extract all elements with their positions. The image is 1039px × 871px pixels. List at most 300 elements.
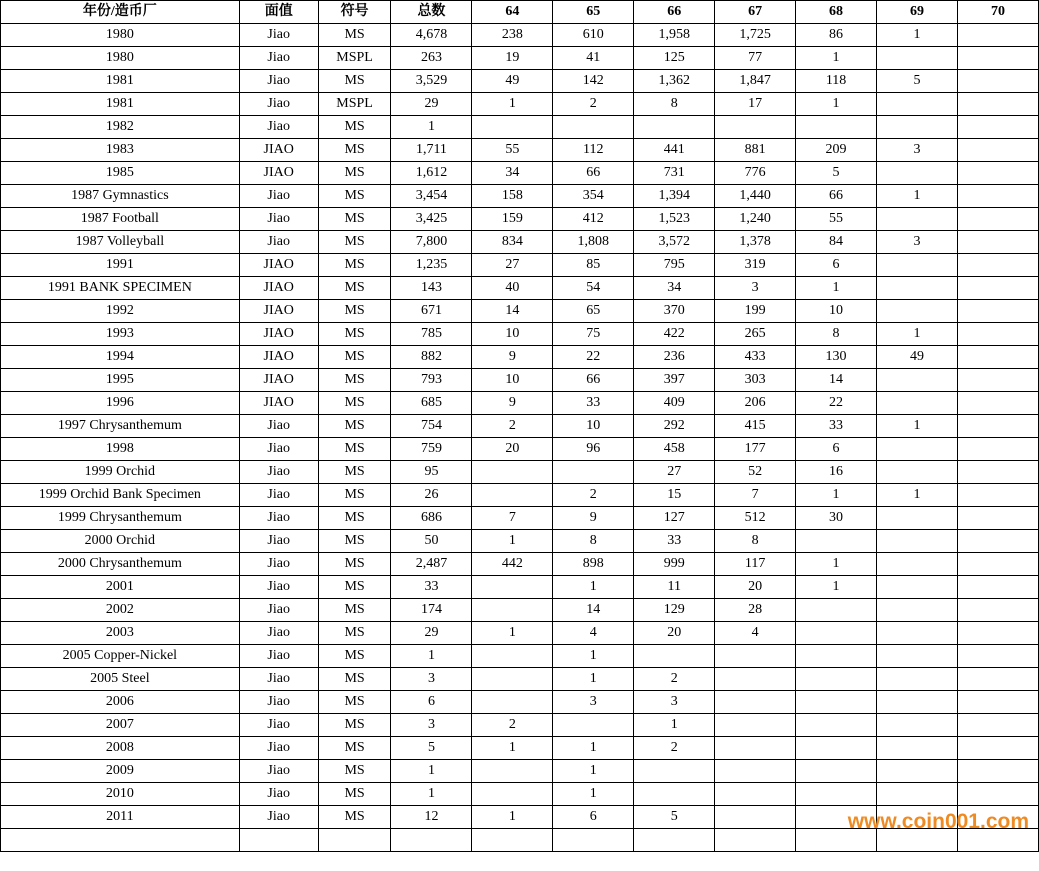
cell-value: 3 <box>877 139 958 162</box>
cell-value: 776 <box>715 162 796 185</box>
cell-value: 1,394 <box>634 185 715 208</box>
cell-value: 1 <box>877 484 958 507</box>
cell-value: 1 <box>391 116 472 139</box>
table-row <box>1 576 1039 599</box>
cell-year: 1981 <box>1 93 240 116</box>
cell-value: Jiao <box>239 24 318 47</box>
cell-value: JIAO <box>239 323 318 346</box>
table-row <box>1 438 1039 461</box>
cell-year: 1991 BANK SPECIMEN <box>1 277 240 300</box>
cell-value <box>877 47 958 70</box>
cell-value <box>957 576 1038 599</box>
cell-value <box>957 346 1038 369</box>
cell-value: 6 <box>796 438 877 461</box>
cell-value <box>957 760 1038 783</box>
table-row <box>1 461 1039 484</box>
cell-value: MS <box>318 622 391 645</box>
cell-value: MS <box>318 277 391 300</box>
cell-value: 4 <box>553 622 634 645</box>
cell-value: 671 <box>391 300 472 323</box>
cell-value: 20 <box>634 622 715 645</box>
cell-value: 5 <box>634 806 715 829</box>
cell-value <box>957 806 1038 829</box>
cell-value <box>877 277 958 300</box>
cell-value: 409 <box>634 392 715 415</box>
cell-value <box>796 599 877 622</box>
cell-value <box>715 668 796 691</box>
cell-value: 7,800 <box>391 231 472 254</box>
table-row <box>1 231 1039 254</box>
cell-year: 1996 <box>1 392 240 415</box>
cell-value: 129 <box>634 599 715 622</box>
cell-value <box>957 691 1038 714</box>
cell-value: 5 <box>877 70 958 93</box>
cell-value <box>957 208 1038 231</box>
cell-value: 7 <box>472 507 553 530</box>
cell-value: 3 <box>391 714 472 737</box>
cell-value: 3 <box>553 691 634 714</box>
column-header-5: 65 <box>553 1 634 24</box>
cell-value <box>877 93 958 116</box>
cell-year: 1995 <box>1 369 240 392</box>
cell-value <box>877 530 958 553</box>
column-header-9: 69 <box>877 1 958 24</box>
cell-value <box>715 760 796 783</box>
cell-value: Jiao <box>239 415 318 438</box>
cell-value: 2 <box>553 484 634 507</box>
cell-value <box>796 116 877 139</box>
cell-value <box>957 93 1038 116</box>
cell-value: Jiao <box>239 47 318 70</box>
table-row <box>1 277 1039 300</box>
cell-value: 6 <box>796 254 877 277</box>
cell-value: 1 <box>553 645 634 668</box>
cell-value: MS <box>318 507 391 530</box>
cell-value: 7 <box>715 484 796 507</box>
cell-value <box>877 760 958 783</box>
table-row <box>1 806 1039 829</box>
cell-value <box>957 185 1038 208</box>
table-row <box>1 668 1039 691</box>
cell-value: 1 <box>391 783 472 806</box>
cell-value <box>957 323 1038 346</box>
cell-value <box>957 461 1038 484</box>
cell-value: 1 <box>472 530 553 553</box>
cell-value: 1 <box>877 415 958 438</box>
cell-value: MS <box>318 737 391 760</box>
cell-value <box>877 806 958 829</box>
cell-value: 199 <box>715 300 796 323</box>
cell-value <box>957 829 1038 852</box>
cell-value: MS <box>318 162 391 185</box>
cell-value: JIAO <box>239 277 318 300</box>
cell-value: 415 <box>715 415 796 438</box>
cell-value: 3,425 <box>391 208 472 231</box>
cell-value: 22 <box>553 346 634 369</box>
cell-value: MSPL <box>318 93 391 116</box>
cell-value: 8 <box>796 323 877 346</box>
table-row <box>1 645 1039 668</box>
cell-value: 3 <box>715 277 796 300</box>
cell-value <box>472 645 553 668</box>
cell-value: 1 <box>796 277 877 300</box>
cell-value: MS <box>318 668 391 691</box>
cell-value <box>957 737 1038 760</box>
cell-value: 4,678 <box>391 24 472 47</box>
cell-value: 1 <box>553 760 634 783</box>
cell-value <box>957 116 1038 139</box>
cell-value: 9 <box>472 346 553 369</box>
cell-value: JIAO <box>239 369 318 392</box>
cell-year: 2006 <box>1 691 240 714</box>
cell-value: 433 <box>715 346 796 369</box>
column-header-0: 年份/造币厂 <box>1 1 240 24</box>
cell-value: 1 <box>553 783 634 806</box>
cell-value: 50 <box>391 530 472 553</box>
cell-value <box>796 622 877 645</box>
cell-value: Jiao <box>239 599 318 622</box>
table-row <box>1 760 1039 783</box>
cell-value <box>472 783 553 806</box>
cell-year: 2010 <box>1 783 240 806</box>
cell-value: Jiao <box>239 507 318 530</box>
cell-value <box>634 116 715 139</box>
cell-value: 3,572 <box>634 231 715 254</box>
cell-value <box>877 507 958 530</box>
cell-value: 206 <box>715 392 796 415</box>
cell-value: Jiao <box>239 760 318 783</box>
cell-value: 1,440 <box>715 185 796 208</box>
table-row <box>1 300 1039 323</box>
table-row <box>1 691 1039 714</box>
cell-value: 19 <box>472 47 553 70</box>
cell-value: 610 <box>553 24 634 47</box>
cell-value <box>957 24 1038 47</box>
cell-year: 1997 Chrysanthemum <box>1 415 240 438</box>
cell-value: 10 <box>796 300 877 323</box>
cell-value: 14 <box>796 369 877 392</box>
cell-value: MS <box>318 438 391 461</box>
cell-value: 1,235 <box>391 254 472 277</box>
cell-value: 686 <box>391 507 472 530</box>
cell-year: 1985 <box>1 162 240 185</box>
cell-value: 130 <box>796 346 877 369</box>
cell-value <box>715 714 796 737</box>
cell-value: MS <box>318 461 391 484</box>
cell-value <box>877 645 958 668</box>
cell-value: 1 <box>796 93 877 116</box>
cell-value <box>715 783 796 806</box>
cell-value: MSPL <box>318 47 391 70</box>
cell-value: 55 <box>472 139 553 162</box>
cell-value: MS <box>318 714 391 737</box>
cell-year: 2005 Steel <box>1 668 240 691</box>
table-row <box>1 139 1039 162</box>
cell-year: 2011 <box>1 806 240 829</box>
cell-value: 265 <box>715 323 796 346</box>
cell-value <box>318 829 391 852</box>
cell-value <box>957 70 1038 93</box>
cell-value: 422 <box>634 323 715 346</box>
cell-value: 1 <box>796 553 877 576</box>
table-row <box>1 484 1039 507</box>
cell-value: MS <box>318 760 391 783</box>
cell-value: 9 <box>472 392 553 415</box>
cell-value: 33 <box>391 576 472 599</box>
cell-value: Jiao <box>239 530 318 553</box>
cell-value: MS <box>318 24 391 47</box>
cell-value: 54 <box>553 277 634 300</box>
cell-value: 117 <box>715 553 796 576</box>
cell-value: 1 <box>553 737 634 760</box>
cell-value <box>715 829 796 852</box>
cell-value: 441 <box>634 139 715 162</box>
cell-value: 8 <box>553 530 634 553</box>
cell-value: 14 <box>472 300 553 323</box>
cell-value <box>553 116 634 139</box>
cell-value: Jiao <box>239 714 318 737</box>
cell-year: 1999 Chrysanthemum <box>1 507 240 530</box>
cell-value: 1 <box>634 714 715 737</box>
cell-value <box>957 622 1038 645</box>
cell-value: 3 <box>634 691 715 714</box>
cell-value: 11 <box>634 576 715 599</box>
cell-value: 143 <box>391 277 472 300</box>
cell-value: Jiao <box>239 806 318 829</box>
cell-value: 95 <box>391 461 472 484</box>
cell-value: 397 <box>634 369 715 392</box>
cell-value: 1 <box>472 737 553 760</box>
cell-value: 159 <box>472 208 553 231</box>
table-row <box>1 208 1039 231</box>
table-row <box>1 714 1039 737</box>
cell-value <box>634 783 715 806</box>
cell-value: 158 <box>472 185 553 208</box>
cell-value <box>796 806 877 829</box>
cell-value <box>472 484 553 507</box>
column-header-1: 面值 <box>239 1 318 24</box>
cell-value <box>957 139 1038 162</box>
cell-value: 731 <box>634 162 715 185</box>
cell-value: 1 <box>877 24 958 47</box>
cell-year <box>1 829 240 852</box>
cell-value <box>957 714 1038 737</box>
cell-value: 512 <box>715 507 796 530</box>
cell-value: 1,958 <box>634 24 715 47</box>
column-header-8: 68 <box>796 1 877 24</box>
cell-value: 1 <box>391 760 472 783</box>
column-header-2: 符号 <box>318 1 391 24</box>
cell-value: 27 <box>634 461 715 484</box>
cell-value: 34 <box>634 277 715 300</box>
cell-value <box>796 714 877 737</box>
cell-value: MS <box>318 645 391 668</box>
cell-value: 1,523 <box>634 208 715 231</box>
cell-value <box>553 714 634 737</box>
table-row <box>1 346 1039 369</box>
cell-value: 1,240 <box>715 208 796 231</box>
cell-value: 22 <box>796 392 877 415</box>
cell-value: 75 <box>553 323 634 346</box>
table-header-row <box>1 1 1039 24</box>
cell-value: Jiao <box>239 231 318 254</box>
cell-value <box>957 553 1038 576</box>
cell-value: 16 <box>796 461 877 484</box>
cell-value: 55 <box>796 208 877 231</box>
cell-value <box>877 392 958 415</box>
table-row <box>1 737 1039 760</box>
cell-value: 999 <box>634 553 715 576</box>
cell-value: MS <box>318 806 391 829</box>
cell-value: MS <box>318 599 391 622</box>
cell-value <box>957 484 1038 507</box>
cell-value: MS <box>318 70 391 93</box>
cell-value <box>957 783 1038 806</box>
cell-value <box>796 829 877 852</box>
cell-value: Jiao <box>239 691 318 714</box>
cell-value <box>239 829 318 852</box>
cell-value: MS <box>318 415 391 438</box>
cell-value: MS <box>318 392 391 415</box>
cell-value: 1 <box>796 47 877 70</box>
cell-value: 3,529 <box>391 70 472 93</box>
cell-value <box>796 530 877 553</box>
cell-value <box>877 576 958 599</box>
cell-value: Jiao <box>239 208 318 231</box>
cell-value: MS <box>318 323 391 346</box>
cell-value: MS <box>318 185 391 208</box>
cell-value: Jiao <box>239 116 318 139</box>
cell-value: 1 <box>472 622 553 645</box>
cell-value: 1 <box>877 323 958 346</box>
cell-value <box>877 783 958 806</box>
cell-value <box>796 783 877 806</box>
cell-value <box>877 369 958 392</box>
table-row <box>1 116 1039 139</box>
cell-value: 127 <box>634 507 715 530</box>
table-row <box>1 162 1039 185</box>
cell-value: Jiao <box>239 185 318 208</box>
cell-value: 15 <box>634 484 715 507</box>
cell-value <box>877 162 958 185</box>
cell-year: 1987 Volleyball <box>1 231 240 254</box>
cell-value: Jiao <box>239 553 318 576</box>
cell-value: 5 <box>796 162 877 185</box>
cell-value: 319 <box>715 254 796 277</box>
cell-value: 2 <box>634 737 715 760</box>
cell-value <box>877 300 958 323</box>
cell-value: 66 <box>553 369 634 392</box>
cell-value: Jiao <box>239 576 318 599</box>
cell-value: 881 <box>715 139 796 162</box>
cell-value: MS <box>318 553 391 576</box>
cell-value <box>634 645 715 668</box>
cell-value: 1 <box>796 576 877 599</box>
cell-value: 84 <box>796 231 877 254</box>
cell-value <box>472 116 553 139</box>
cell-value: 17 <box>715 93 796 116</box>
table-row <box>1 254 1039 277</box>
cell-year: 2001 <box>1 576 240 599</box>
cell-year: 2002 <box>1 599 240 622</box>
cell-year: 2009 <box>1 760 240 783</box>
cell-value: 8 <box>634 93 715 116</box>
cell-value: 898 <box>553 553 634 576</box>
cell-value: MS <box>318 346 391 369</box>
cell-value: 6 <box>391 691 472 714</box>
cell-value: 86 <box>796 24 877 47</box>
table-row <box>1 553 1039 576</box>
cell-value: 9 <box>553 507 634 530</box>
cell-year: 1987 Gymnastics <box>1 185 240 208</box>
cell-value: Jiao <box>239 783 318 806</box>
cell-year: 1994 <box>1 346 240 369</box>
cell-value: 442 <box>472 553 553 576</box>
cell-value <box>957 162 1038 185</box>
cell-value <box>796 760 877 783</box>
cell-value: MS <box>318 369 391 392</box>
cell-value: Jiao <box>239 438 318 461</box>
cell-value: 12 <box>391 806 472 829</box>
cell-value: 112 <box>553 139 634 162</box>
cell-value: 52 <box>715 461 796 484</box>
table-row <box>1 599 1039 622</box>
cell-value: 1 <box>796 484 877 507</box>
cell-year: 1999 Orchid Bank Specimen <box>1 484 240 507</box>
cell-value: 10 <box>472 323 553 346</box>
table-row <box>1 47 1039 70</box>
table-row <box>1 507 1039 530</box>
cell-value: MS <box>318 231 391 254</box>
cell-value <box>796 737 877 760</box>
cell-value: 370 <box>634 300 715 323</box>
cell-value: 354 <box>553 185 634 208</box>
cell-value: JIAO <box>239 162 318 185</box>
cell-value: 412 <box>553 208 634 231</box>
table-row <box>1 70 1039 93</box>
cell-value: 2 <box>634 668 715 691</box>
table-row <box>1 323 1039 346</box>
cell-value: 1 <box>472 806 553 829</box>
cell-value <box>715 645 796 668</box>
cell-year: 1993 <box>1 323 240 346</box>
cell-year: 1982 <box>1 116 240 139</box>
cell-value <box>877 461 958 484</box>
cell-value: 27 <box>472 254 553 277</box>
cell-value: JIAO <box>239 300 318 323</box>
cell-value: 3 <box>391 668 472 691</box>
cell-value: 177 <box>715 438 796 461</box>
cell-value: JIAO <box>239 392 318 415</box>
cell-value <box>877 691 958 714</box>
cell-value <box>957 369 1038 392</box>
cell-value: Jiao <box>239 668 318 691</box>
cell-value: 41 <box>553 47 634 70</box>
cell-value <box>957 231 1038 254</box>
cell-value: 29 <box>391 93 472 116</box>
cell-value: 142 <box>553 70 634 93</box>
cell-value: 263 <box>391 47 472 70</box>
cell-value <box>796 691 877 714</box>
cell-year: 1991 <box>1 254 240 277</box>
cell-value: 1,612 <box>391 162 472 185</box>
cell-value: MS <box>318 484 391 507</box>
table-row <box>1 829 1039 852</box>
cell-value <box>553 829 634 852</box>
cell-value: MS <box>318 300 391 323</box>
cell-value <box>957 277 1038 300</box>
cell-value <box>877 438 958 461</box>
